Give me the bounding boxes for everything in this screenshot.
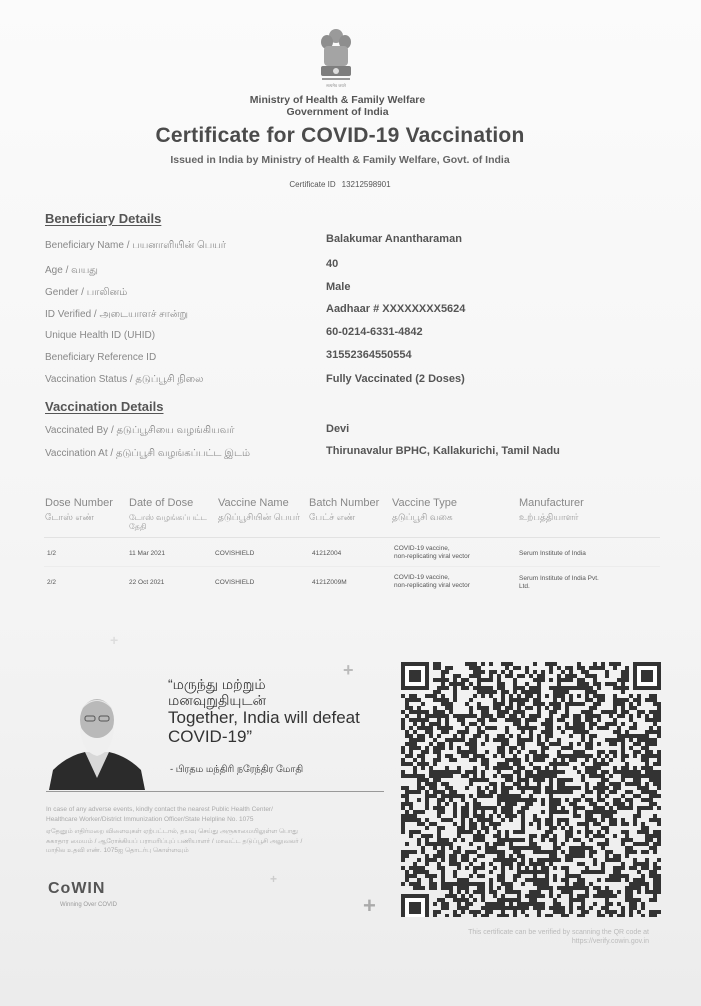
table-row-divider	[44, 566, 660, 567]
dose-2-batch: 4121Z009M	[312, 579, 347, 586]
quote-author: - பிரதம மந்திரி நரேந்திர மோதி	[170, 764, 304, 775]
dose-1-manufacturer	[519, 550, 586, 558]
adverse-line2: Healthcare Worker/District Immunization Officer/State Helpline No. 1075	[46, 815, 254, 823]
th-manufacturer-ta: உற்பத்தியாளர்	[519, 512, 579, 522]
issued-by: Issued in India by Ministry of Health & Family Welfare, Govt. of India	[170, 154, 510, 166]
cowin-logo: CoWIN	[48, 880, 106, 897]
uhid-label: Unique Health ID (UHID)	[45, 330, 156, 341]
dose-2-manufacturer-line1: Serum Institute of India Pvt.	[519, 575, 599, 582]
beneficiary-name-label: Beneficiary Name / பயனாளியின் பெயர்	[45, 240, 227, 251]
dose-1-batch: 4121Z004	[312, 550, 342, 557]
certificate-id	[230, 180, 450, 189]
th-dose-number	[45, 497, 113, 522]
th-dose-number-ta: டோஸ் எண்	[45, 512, 94, 522]
table-divider	[44, 537, 660, 538]
adverse-line4: சுகாதார மையம் / ஆரோக்கியப் பராமரிப்புப் பணியாளர் / மாவட்ட தடுப்பூசி அலுவலர் /	[46, 837, 303, 845]
uhid-value: 60-0214-6331-4842	[326, 326, 423, 338]
th-vaccine-name-en: Vaccine Name	[218, 497, 289, 509]
quote-block	[168, 676, 378, 746]
quote-tamil-line2: மனவுறுதியுடன்	[168, 692, 267, 708]
vaccinated-by-label: Vaccinated By / தடுப்பூசியை வழங்கியவர்	[45, 425, 235, 436]
th-batch-number-ta: பேட்ச் எண்	[309, 512, 356, 522]
dose-1-type-line2: non-replicating viral vector	[394, 553, 470, 560]
th-vaccine-type-ta: தடுப்பூசி வகை	[392, 512, 453, 522]
dose-2-type	[394, 574, 470, 590]
dose-1-vaccine: COVISHIELD	[215, 550, 255, 557]
dose-2-type-line2: non-replicating viral vector	[394, 582, 470, 589]
section-divider	[46, 791, 384, 792]
age-label: Age / வயது	[45, 265, 98, 276]
quote-english-line1: Together, India will defeat	[168, 708, 360, 727]
th-date-of-dose-en: Date of Dose	[129, 497, 194, 509]
reference-id-value: 31552364550554	[326, 349, 412, 361]
certificate-title: Certificate for COVID-19 Vaccination	[155, 124, 525, 147]
verify-line2: https://verify.cowin.gov.in	[571, 938, 649, 945]
vaccination-at-value: Thirunavalur BPHC, Kallakurichi, Tamil Nadu	[326, 445, 560, 457]
dose-2-date: 22 Oct 2021	[129, 579, 165, 586]
dose-1-date: 11 Mar 2021	[129, 550, 166, 557]
vaccinated-by-value: Devi	[326, 423, 350, 435]
reference-id-label: Beneficiary Reference ID	[45, 352, 157, 363]
portrait-photo	[47, 686, 147, 790]
beneficiary-details-heading: Beneficiary Details	[45, 211, 162, 226]
vaccination-status-label: Vaccination Status / தடுப்பூசி நிலை	[45, 374, 204, 385]
th-vaccine-type	[392, 497, 457, 522]
adverse-line5: மாநில உதவி எண். 1075ஐ தொடர்பு கொள்ளவும்	[46, 847, 189, 854]
th-vaccine-name-ta: தடுப்பூசியின் பெயர்	[218, 512, 300, 522]
th-date-of-dose-ta: டோஸ் வழங்கப்பட்ட தேதி	[129, 513, 207, 531]
dose-2-number: 2/2	[47, 579, 57, 586]
dose-1-number: 1/2	[47, 550, 57, 557]
certificate-id-label: Certificate ID	[289, 180, 336, 189]
adverse-line3: ஏதேனும் எதிர்மறை விளைவுகள் ஏற்பட்டால், தயவு செய்து அருகாமையிலுள்ள பொது	[46, 828, 298, 835]
plus-mark-icon: +	[363, 893, 376, 918]
th-batch-number	[309, 497, 379, 522]
th-batch-number-en: Batch Number	[309, 497, 380, 509]
dose-1-type-line1: COVID-19 vaccine,	[394, 545, 450, 552]
th-dose-number-en: Dose Number	[45, 497, 113, 509]
emblem-caption: सत्यमेव जयते	[326, 83, 346, 88]
vaccination-details-heading: Vaccination Details	[45, 399, 164, 414]
th-vaccine-name	[218, 497, 300, 522]
adverse-events-notice	[46, 805, 386, 856]
ministry-line: Ministry of Health & Family Welfare	[249, 94, 426, 106]
national-emblem-icon	[316, 28, 356, 90]
quote-tamil-line1: “மருந்து மற்றும்	[168, 676, 266, 692]
th-manufacturer-en: Manufacturer	[519, 497, 584, 509]
th-manufacturer	[519, 497, 584, 522]
dose-2-manufacturer	[519, 575, 599, 591]
verify-line1: This certificate can be verified by scanning the QR code at	[468, 929, 649, 936]
dose-2-type-line1: COVID-19 vaccine,	[394, 574, 450, 581]
plus-mark-icon: +	[343, 660, 354, 680]
dose-1-type	[394, 545, 470, 561]
verification-note	[405, 928, 649, 946]
dose-1-manufacturer-line1: Serum Institute of India	[519, 550, 586, 557]
gender-label: Gender / பாலினம்	[45, 287, 128, 298]
id-verified-label: ID Verified / அடையாளச் சான்று	[45, 309, 188, 320]
ministry-heading	[200, 94, 475, 118]
th-vaccine-type-en: Vaccine Type	[392, 497, 458, 509]
beneficiary-name-value: Balakumar Anantharaman	[326, 233, 462, 245]
plus-mark-icon: +	[110, 632, 119, 648]
quote-english-line2: COVID-19”	[168, 727, 253, 746]
age-value: 40	[326, 258, 339, 270]
id-verified-value: Aadhaar # XXXXXXXX5624	[326, 303, 466, 315]
dose-2-vaccine: COVISHIELD	[215, 579, 255, 586]
cowin-tagline: Winning Over COVID	[60, 902, 118, 908]
adverse-line1: In case of any adverse events, kindly contact the nearest Public Health Center/	[46, 806, 273, 813]
gender-value: Male	[326, 281, 351, 293]
vaccination-at-label: Vaccination At / தடுப்பூசி வழங்கப்பட்ட இடம்	[45, 448, 250, 459]
certificate-id-value: 13212598901	[341, 180, 391, 189]
plus-mark-icon: +	[270, 872, 278, 886]
vaccination-status-value: Fully Vaccinated (2 Doses)	[326, 373, 465, 385]
qr-code[interactable]	[401, 662, 661, 917]
government-line: Government of India	[286, 106, 389, 118]
th-date-of-dose	[129, 497, 215, 531]
dose-2-manufacturer-line2: Ltd.	[519, 583, 530, 590]
